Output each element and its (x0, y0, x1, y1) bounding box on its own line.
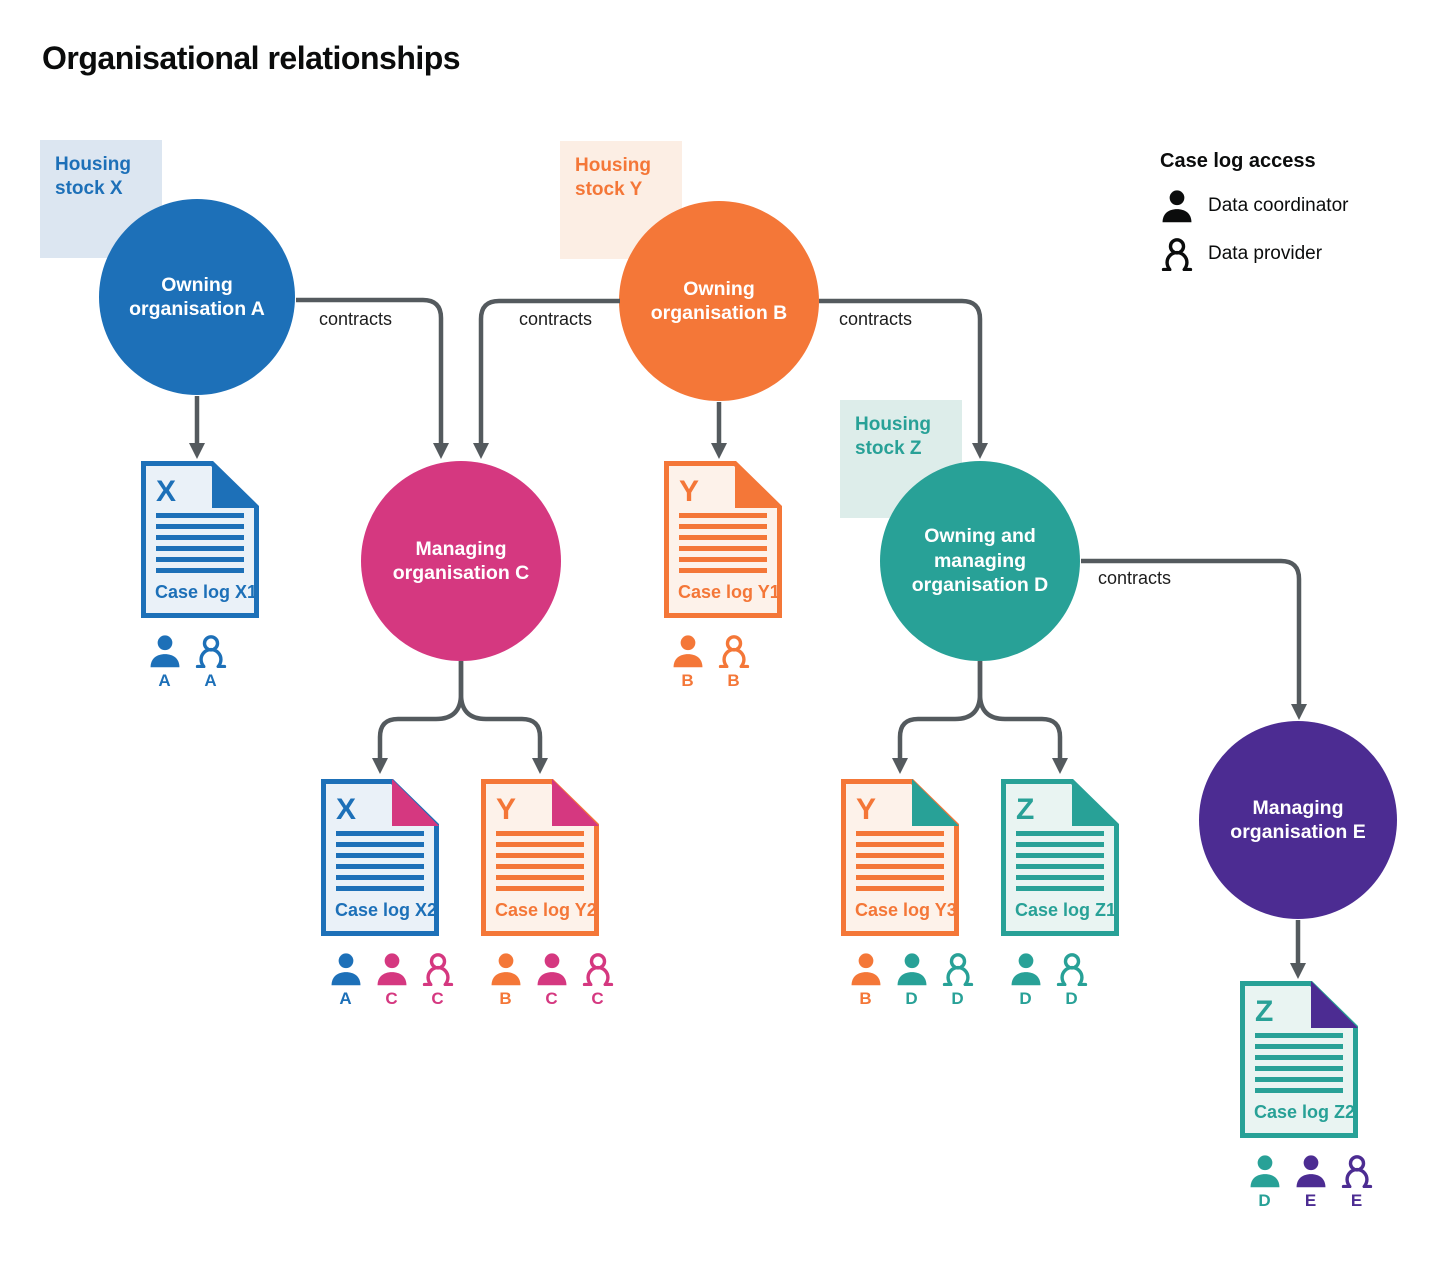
case-log-label: Case log Y1 (678, 582, 780, 602)
contracts-label: contracts (519, 309, 593, 329)
access-letter: D (1258, 1191, 1271, 1210)
access-letter: A (339, 989, 352, 1008)
folded-corner-icon (552, 779, 599, 826)
access-item (1292, 1154, 1329, 1211)
access-letter: E (1350, 1191, 1363, 1210)
org-circle-a-label: Owning organisation A (129, 273, 265, 320)
data-coordinator-icon (670, 634, 706, 668)
access-item (579, 952, 616, 1009)
access-item (146, 634, 183, 691)
case-log-y1-access (669, 634, 752, 691)
case-log-y2-access (487, 952, 616, 1009)
access-letter: B (499, 989, 512, 1008)
housing-stock-y-label: Housing stock Y (560, 141, 682, 259)
org-circle-b (619, 201, 819, 401)
org-circle-d-label: Owning and managing organisation D (911, 525, 1049, 597)
access-item (893, 952, 930, 1009)
data-coordinator-icon (1247, 1154, 1283, 1188)
org-circle-c (361, 461, 561, 661)
data-provider-icon (716, 634, 752, 668)
case-log-label: Case log Y3 (855, 900, 957, 920)
folded-corner-icon (392, 779, 439, 826)
access-item (487, 952, 524, 1009)
folded-corner-icon (735, 461, 782, 508)
access-item (192, 634, 229, 691)
org-circle-e-label: Managing organisation E (1230, 796, 1366, 843)
stock-letter: X (336, 793, 357, 826)
case-log-y3-access (847, 952, 976, 1009)
access-item (847, 952, 884, 1009)
access-letter: B (727, 671, 740, 690)
data-provider-icon (1339, 1154, 1375, 1188)
case-log-z2-access (1246, 1154, 1375, 1211)
data-coordinator-icon (534, 952, 570, 986)
access-item (327, 952, 364, 1009)
data-coordinator-icon (894, 952, 930, 986)
case-log-z1-document-icon (1001, 779, 1119, 936)
case-log-x2-access (327, 952, 456, 1009)
access-item (715, 634, 752, 691)
legend-title: Case log access (1160, 150, 1316, 172)
data-coordinator-icon (1160, 189, 1194, 223)
access-letter: A (158, 671, 171, 690)
org-circle-d (880, 461, 1080, 661)
case-log-label: Case log Y2 (495, 900, 597, 920)
legend-item (1160, 237, 1420, 271)
data-provider-icon (1054, 952, 1090, 986)
legend (1160, 150, 1420, 285)
case-log-y3-document-icon (841, 779, 959, 936)
data-coordinator-icon (488, 952, 524, 986)
access-letter: D (905, 989, 918, 1008)
contracts-label: contracts (319, 309, 393, 329)
data-provider-icon (940, 952, 976, 986)
case-log-z2-document-icon (1240, 981, 1358, 1138)
data-provider-icon (420, 952, 456, 986)
access-letter: A (204, 671, 217, 690)
legend-item-label: Data provider (1208, 243, 1323, 264)
org-circle-e (1199, 721, 1397, 919)
connector-d-to-caselog-z1 (980, 661, 1060, 761)
data-coordinator-icon (147, 634, 183, 668)
page-title: Organisational relationships (42, 40, 461, 76)
access-item (1053, 952, 1090, 1009)
contracts-label: contracts (1098, 568, 1172, 588)
access-letter: B (859, 989, 872, 1008)
case-log-y1-document-icon (664, 461, 782, 618)
stock-letter: Z (1255, 995, 1274, 1028)
data-coordinator-icon (374, 952, 410, 986)
legend-item-label: Data coordinator (1208, 195, 1349, 216)
access-letter: C (385, 989, 398, 1008)
legend-item (1160, 189, 1420, 223)
access-item (1338, 1154, 1375, 1211)
case-log-x1-document-icon (141, 461, 259, 618)
case-log-y2-document-icon (481, 779, 599, 936)
connector-c-to-caselog-y2 (461, 661, 540, 761)
access-item (373, 952, 410, 1009)
org-circle-c-label: Managing organisation C (392, 537, 530, 584)
stock-letter: Y (679, 475, 700, 508)
access-item (939, 952, 976, 1009)
access-letter: D (1065, 989, 1078, 1008)
access-letter: C (545, 989, 558, 1008)
access-item (419, 952, 456, 1009)
access-item (1007, 952, 1044, 1009)
data-coordinator-icon (328, 952, 364, 986)
access-item (669, 634, 706, 691)
data-coordinator-icon (1293, 1154, 1329, 1188)
access-letter: C (591, 989, 604, 1008)
folded-corner-icon (912, 779, 959, 826)
stock-letter: Y (496, 793, 517, 826)
data-coordinator-icon (1008, 952, 1044, 986)
access-letter: B (681, 671, 694, 690)
stock-letter: X (156, 475, 177, 508)
case-log-label: Case log X2 (335, 900, 438, 920)
case-log-x2-document-icon (321, 779, 439, 936)
data-provider-icon (1160, 237, 1194, 271)
access-letter: E (1304, 1191, 1317, 1210)
case-log-label: Case log Z1 (1015, 900, 1117, 920)
access-letter: D (951, 989, 964, 1008)
access-item (533, 952, 570, 1009)
housing-stock-x-label: Housing stock X (40, 140, 162, 258)
access-letter: D (1019, 989, 1032, 1008)
contracts-label: contracts (839, 309, 913, 329)
access-letter: C (431, 989, 444, 1008)
stock-letter: Y (856, 793, 877, 826)
stock-letter: Z (1016, 793, 1035, 826)
data-coordinator-icon (848, 952, 884, 986)
connector-d-to-caselog-y3 (900, 661, 980, 761)
access-item (1246, 1154, 1283, 1211)
case-log-x1-access (146, 634, 229, 691)
connector-c-to-caselog-x2 (380, 661, 461, 761)
housing-stock-z-label: Housing stock Z (840, 400, 962, 518)
data-provider-icon (580, 952, 616, 986)
case-log-label: Case log Z2 (1254, 1102, 1356, 1122)
org-circle-a (99, 199, 295, 395)
case-log-label: Case log X1 (155, 582, 258, 602)
case-log-z1-access (1007, 952, 1090, 1009)
data-provider-icon (193, 634, 229, 668)
org-circle-b-label: Owning organisation B (650, 277, 788, 324)
